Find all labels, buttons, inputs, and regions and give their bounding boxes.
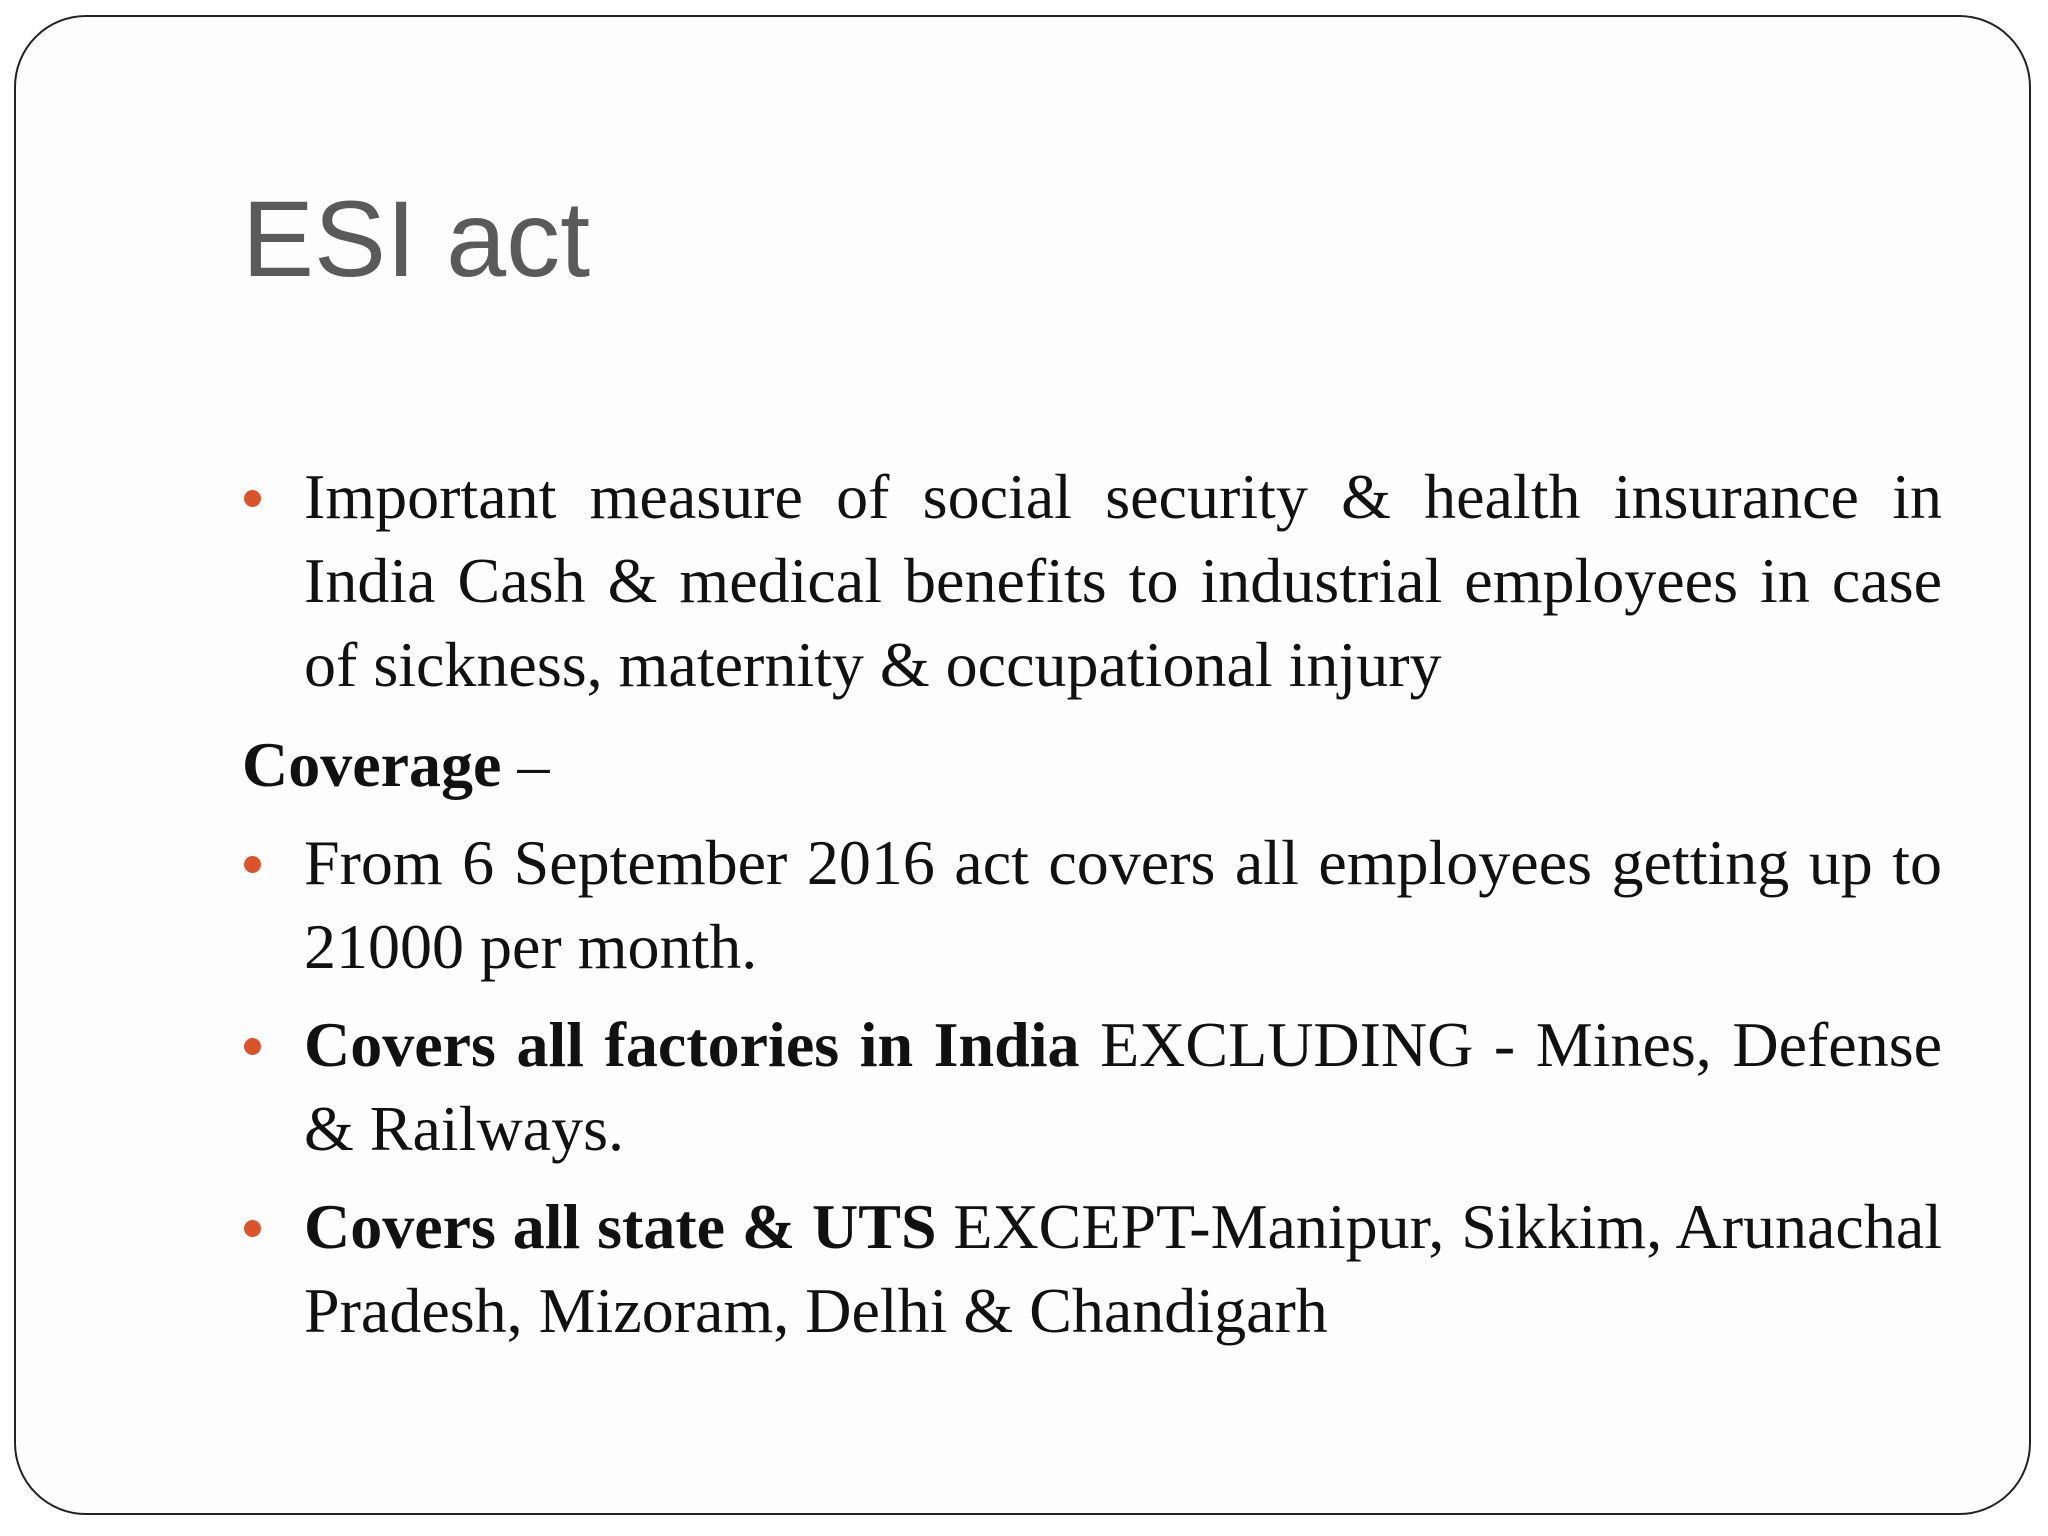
- bullet-dot-icon: [244, 1220, 261, 1237]
- bullet-bold-text: Covers all state & UTS: [304, 1191, 937, 1262]
- bullet-text: EXCLUDING - Mines, Defense & Railways.: [304, 1009, 1942, 1164]
- bullet-item-factories: [242, 1003, 1942, 1171]
- bullet-item-states: [242, 1185, 1942, 1353]
- bullet-bold-text: Covers all factories in India: [304, 1009, 1080, 1080]
- bullet-dot-icon: [244, 490, 261, 507]
- bullet-item-esi-definition: [242, 455, 1942, 707]
- slide: [14, 15, 2031, 1515]
- slide-body: [242, 455, 1942, 1353]
- bullet-text: Important measure of social security & health insurance in India Cash & medical benefits to industrial employees in case of sickness, maternity & occupational injury: [304, 461, 1942, 700]
- slide-title: ESI act: [242, 178, 591, 299]
- bullet-item-wage-limit: [242, 821, 1942, 989]
- bullet-dot-icon: [244, 1038, 261, 1055]
- bullet-text: From 6 September 2016 act covers all employees getting up to 21000 per month.: [304, 827, 1942, 982]
- coverage-heading-label: Coverage: [242, 729, 502, 800]
- bullet-dot-icon: [244, 856, 261, 873]
- coverage-heading-dash: –: [501, 729, 550, 800]
- coverage-heading: [242, 723, 1942, 807]
- bullet-text: EXCEPT-Manipur, Sikkim, Arunachal Pradesh, Mizoram, Delhi & Chandigarh: [304, 1191, 1943, 1346]
